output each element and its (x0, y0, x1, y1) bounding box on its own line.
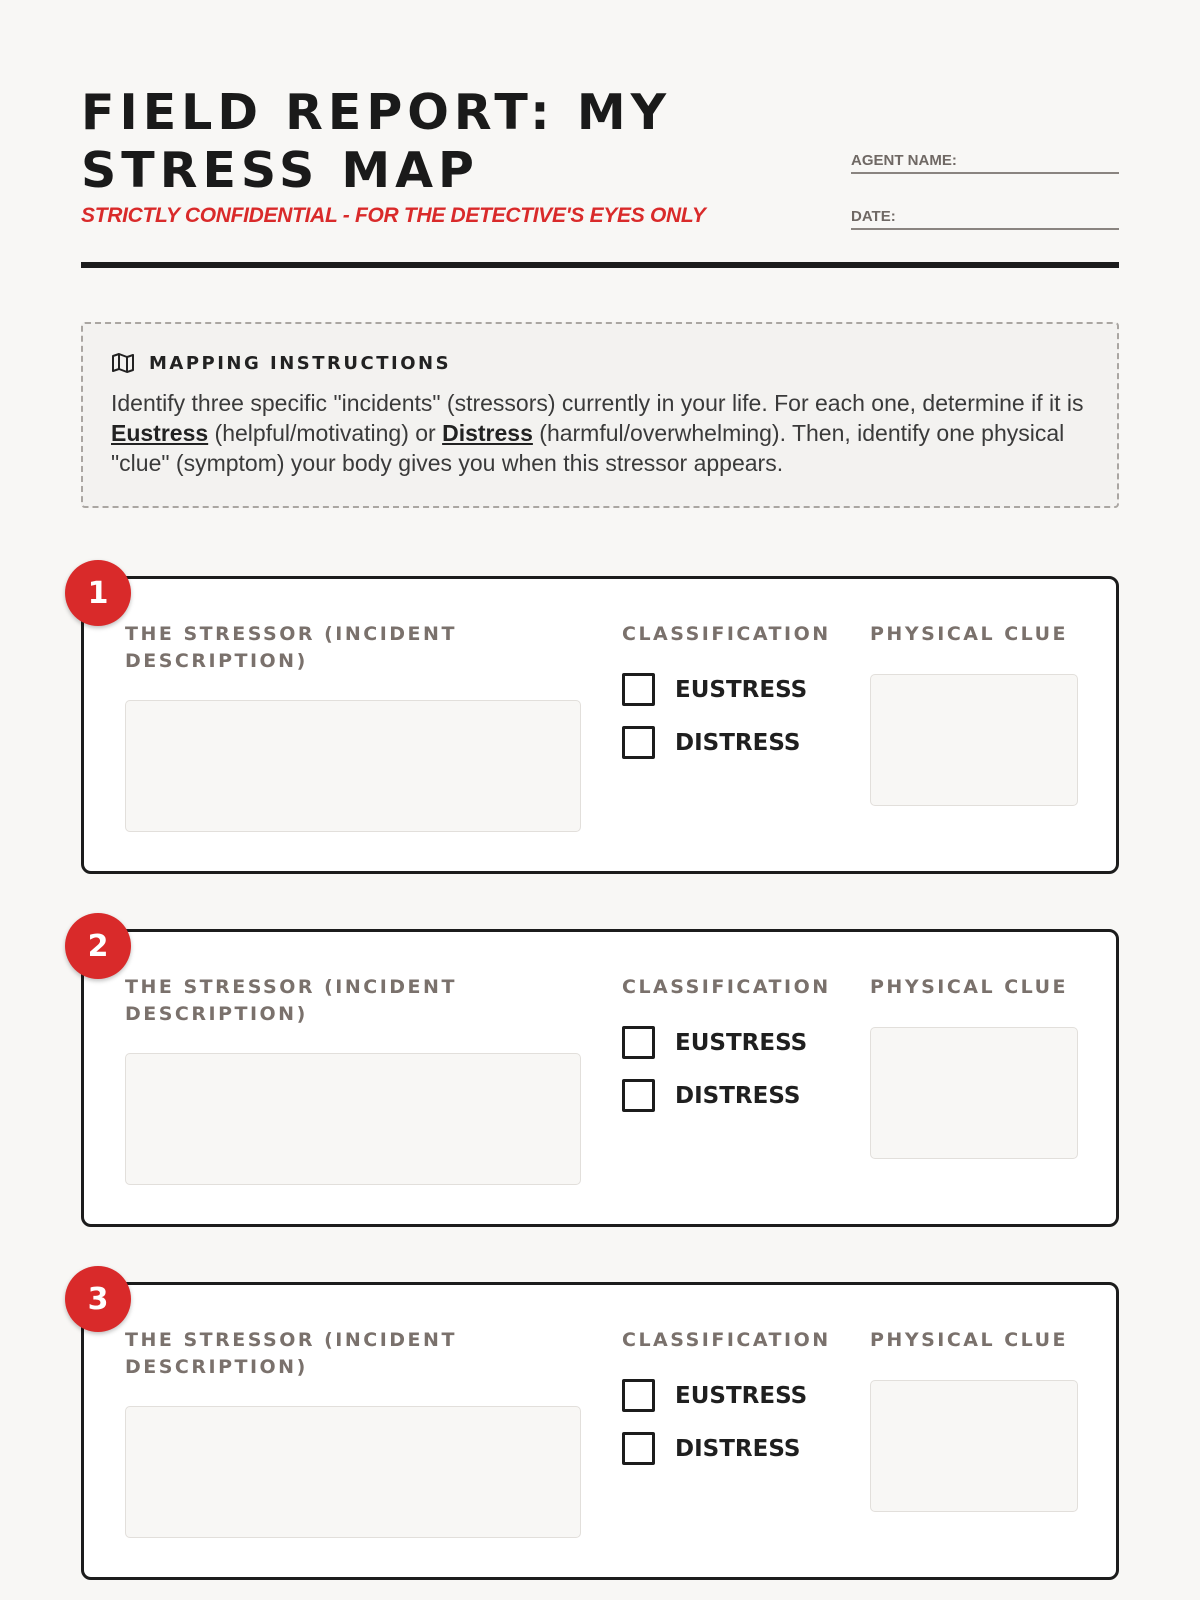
eustress-option[interactable] (622, 1379, 807, 1412)
instructions-heading (111, 352, 1089, 374)
instructions-heading-label: MAPPING INSTRUCTIONS (149, 352, 452, 374)
instructions-text-part-3: (harmful/overwhelming). Then, identify one physical "clue" (symptom) your body gives you when this stressor appears. (111, 420, 1065, 476)
eustress-label: EUSTRESS (675, 1382, 808, 1409)
page-title: FIELD REPORT: MY STRESS MAP (81, 84, 672, 199)
eustress-checkbox[interactable] (622, 1026, 655, 1059)
physical-clue-input[interactable] (870, 1027, 1078, 1159)
physical-clue-label: PHYSICAL CLUE (870, 1329, 1068, 1351)
classification-label: CLASSIFICATION (622, 1329, 831, 1351)
instructions-text (111, 388, 1089, 478)
eustress-checkbox[interactable] (622, 1379, 655, 1412)
card-number-badge: 3 (65, 1266, 131, 1332)
physical-clue-input[interactable] (870, 674, 1078, 806)
physical-clue-label: PHYSICAL CLUE (870, 976, 1068, 998)
eustress-checkbox[interactable] (622, 673, 655, 706)
distress-checkbox[interactable] (622, 1432, 655, 1465)
distress-label: DISTRESS (675, 1082, 801, 1109)
classification-label: CLASSIFICATION (622, 623, 831, 645)
distress-term: Distress (442, 420, 533, 446)
stressor-card-1 (81, 576, 1119, 874)
card-number-badge: 2 (65, 913, 131, 979)
distress-label: DISTRESS (675, 729, 801, 756)
distress-option[interactable] (622, 726, 800, 759)
eustress-label: EUSTRESS (675, 1029, 808, 1056)
report-header (81, 80, 1119, 268)
distress-option[interactable] (622, 1079, 800, 1112)
stressor-label: THE STRESSOR (INCIDENT DESCRIPTION) (125, 976, 457, 1025)
date-field[interactable]: DATE: (851, 206, 1119, 230)
stressor-card-3 (81, 1282, 1119, 1580)
agent-meta (851, 150, 1119, 262)
stressor-card-2 (81, 929, 1119, 1227)
eustress-option[interactable] (622, 673, 807, 706)
physical-clue-label: PHYSICAL CLUE (870, 623, 1068, 645)
physical-clue-input[interactable] (870, 1380, 1078, 1512)
mapping-instructions (81, 322, 1119, 508)
distress-checkbox[interactable] (622, 726, 655, 759)
confidential-subtitle: STRICTLY CONFIDENTIAL - FOR THE DETECTIVE'S EYES ONLY (81, 204, 706, 227)
card-number-badge: 1 (65, 560, 131, 626)
map-icon (111, 352, 135, 374)
eustress-term: Eustress (111, 420, 209, 446)
instructions-text-part-2: (helpful/motivating) or (208, 420, 443, 446)
stressor-label: THE STRESSOR (INCIDENT DESCRIPTION) (125, 623, 457, 672)
instructions-text-part-1: Identify three specific "incidents" (stressors) currently in your life. For each one, determine if it is (111, 390, 1084, 416)
distress-option[interactable] (622, 1432, 800, 1465)
stressor-input[interactable] (125, 1053, 581, 1185)
agent-name-field[interactable]: AGENT NAME: (851, 150, 1119, 174)
stressor-input[interactable] (125, 1406, 581, 1538)
classification-label: CLASSIFICATION (622, 976, 831, 998)
stressor-label: THE STRESSOR (INCIDENT DESCRIPTION) (125, 1329, 457, 1378)
distress-checkbox[interactable] (622, 1079, 655, 1112)
eustress-option[interactable] (622, 1026, 807, 1059)
eustress-label: EUSTRESS (675, 676, 808, 703)
stressor-input[interactable] (125, 700, 581, 832)
distress-label: DISTRESS (675, 1435, 801, 1462)
